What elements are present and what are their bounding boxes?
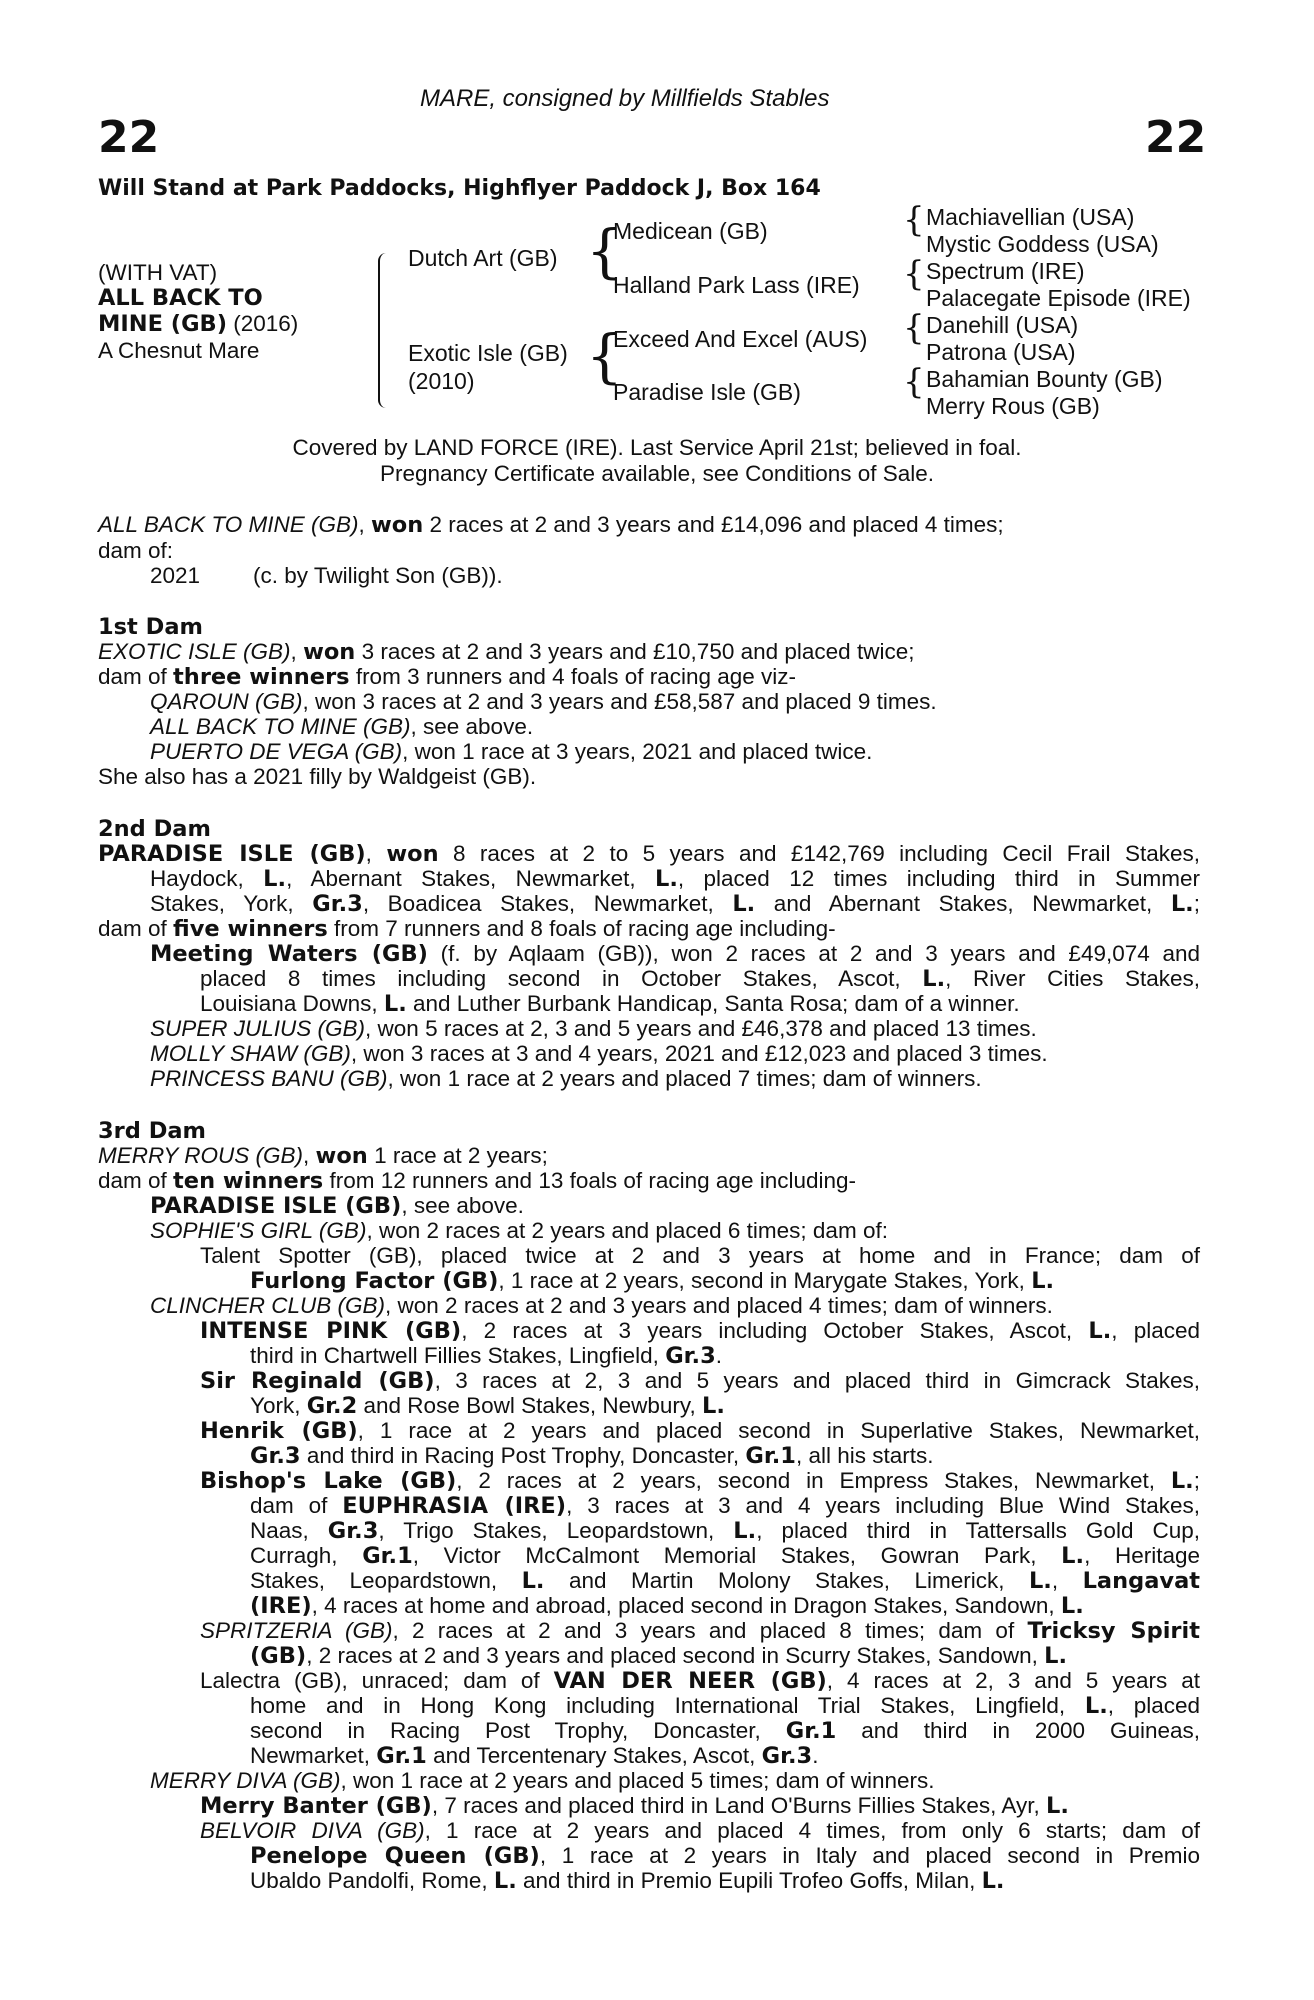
super-julius: SUPER JULIUS (GB), won 5 races at 2, 3 and 5 years and £46,378 and placed 13 times. <box>150 1016 1037 1041</box>
pedigree-dss: Danehill (USA) <box>926 312 1079 338</box>
pedigree-ddd: Merry Rous (GB) <box>926 393 1100 419</box>
lalectra-line1: Lalectra (GB), unraced; dam of VAN DER NEER (GB), 4 races at 2, 3 and 5 years at <box>200 1668 1200 1694</box>
first-dam-heading: 1st Dam <box>98 614 203 640</box>
second-dam-line3: Stakes, York, Gr.3, Boadicea Stakes, Newmarket, L. and Abernant Stakes, Newmarket, L.; <box>150 891 1200 917</box>
first-dam-also: She also has a 2021 filly by Waldgeist (GB). <box>98 764 537 789</box>
paradise-isle-ref: PARADISE ISLE (GB), see above. <box>150 1193 524 1219</box>
henrik-line2: Gr.3 and third in Racing Post Trophy, Doncaster, Gr.1, all his starts. <box>250 1443 934 1469</box>
first-dam-won: won <box>303 639 356 665</box>
lalectra-line3: second in Racing Post Trophy, Doncaster, Gr.1 and third in 2000 Guineas, <box>250 1718 1200 1744</box>
stand-location: Will Stand at Park Paddocks, Highflyer Paddock J, Box 164 <box>98 176 821 201</box>
first-dam-name: EXOTIC ISLE (GB) <box>98 639 291 664</box>
foal-description: (c. by Twilight Son (GB)). <box>253 563 503 588</box>
pedigree-dam-year: (2010) <box>408 368 475 394</box>
intense-pink-line1: INTENSE PINK (GB), 2 races at 3 years including October Stakes, Ascot, L., placed <box>200 1318 1200 1344</box>
horse-description: A Chesnut Mare <box>98 338 260 363</box>
princess-banu: PRINCESS BANU (GB), won 1 race at 2 years and placed 7 times; dam of winners. <box>150 1066 982 1091</box>
first-dam-winners: three winners <box>173 664 350 690</box>
merry-banter: Merry Banter (GB), 7 races and placed third in Land O'Burns Fillies Stakes, Ayr, L. <box>200 1793 1069 1819</box>
meeting-waters-line2: placed 8 times including second in October Stakes, Ascot, L., River Cities Stakes, <box>200 966 1200 992</box>
lalectra-line2: home and in Hong Kong including International Trial Stakes, Lingfield, L., placed <box>250 1693 1200 1719</box>
pedigree-sss: Machiavellian (USA) <box>926 204 1135 230</box>
horse-name-line2 <box>98 311 298 337</box>
talent-spotter: Talent Spotter (GB), placed twice at 2 and 3 years at home and in France; dam of <box>200 1243 1200 1268</box>
merry-diva: MERRY DIVA (GB), won 1 race at 2 years and placed 5 times; dam of winners. <box>150 1768 935 1793</box>
second-dam-line1: PARADISE ISLE (GB), won 8 races at 2 to 5 years and £142,769 including Cecil Frail Stakes, <box>98 841 1200 867</box>
clincher-club: CLINCHER CLUB (GB), won 2 races at 2 and 3 years and placed 4 times; dam of winners. <box>150 1293 1053 1318</box>
horse-year: (2016) <box>233 311 299 336</box>
lot-number-left: 22 <box>98 112 160 163</box>
pedigree-dds: Bahamian Bounty (GB) <box>926 366 1163 392</box>
bishops-lake-line3: Naas, Gr.3, Trigo Stakes, Leopardstown, L., placed third in Tattersalls Gold Cup, <box>250 1518 1200 1544</box>
covered-line2: Pregnancy Certificate available, see Conditions of Sale. <box>379 461 935 486</box>
intro-record: 2 races at 2 and 3 years and £14,096 and placed 4 times; <box>423 512 1004 537</box>
vat-label: (WITH VAT) <box>98 260 218 285</box>
pedigree-ssd: Mystic Goddess (USA) <box>926 231 1159 257</box>
lalectra-line4: Newmarket, Gr.1 and Tercentenary Stakes, Ascot, Gr.3. <box>250 1743 819 1769</box>
pedigree-dam-sire: Exceed And Excel (AUS) <box>613 326 868 352</box>
first-dam-line: EXOTIC ISLE (GB), won 3 races at 2 and 3 years and £10,750 and placed twice; <box>98 639 915 665</box>
second-dam-produce: dam of five winners from 7 runners and 8 foals of racing age including- <box>98 916 836 942</box>
sir-reginald-line1: Sir Reginald (GB), 3 races at 2, 3 and 5 years and placed third in Gimcrack Stakes, <box>200 1368 1200 1394</box>
bishops-lake-line6: (IRE), 4 races at home and abroad, placed second in Dragon Stakes, Sandown, L. <box>250 1593 1084 1619</box>
pedigree-sire: Dutch Art (GB) <box>408 245 558 271</box>
second-dam-line2: Haydock, L., Abernant Stakes, Newmarket, L., placed 12 times including third in Summer <box>150 866 1200 892</box>
pedigree-dam-dam: Paradise Isle (GB) <box>613 379 801 405</box>
intro-horse-name: ALL BACK TO MINE (GB) <box>98 512 359 537</box>
horse-name-part2: MINE (GB) <box>98 311 227 337</box>
bishops-lake-line4: Curragh, Gr.1, Victor McCalmont Memorial Stakes, Gowran Park, L., Heritage <box>250 1543 1200 1569</box>
second-dam-heading: 2nd Dam <box>98 816 211 842</box>
molly-shaw: MOLLY SHAW (GB), won 3 races at 3 and 4 years, 2021 and £12,023 and placed 3 times. <box>150 1041 1048 1066</box>
first-dam-produce: dam of three winners from 3 runners and 4 foals of racing age viz- <box>98 664 797 690</box>
brace-sire: { <box>586 217 623 285</box>
foal-year: 2021 <box>150 563 201 588</box>
pedigree-sdd: Palacegate Episode (IRE) <box>926 285 1191 311</box>
third-dam-heading: 3rd Dam <box>98 1118 206 1144</box>
furlong-factor: Furlong Factor (GB), 1 race at 2 years, second in Marygate Stakes, York, L. <box>250 1268 1055 1294</box>
bishops-lake-line1: Bishop's Lake (GB), 2 races at 2 years, second in Empress Stakes, Newmarket, L.; <box>200 1468 1200 1494</box>
horse-name-line1: ALL BACK TO <box>98 285 263 311</box>
bishops-lake-line2: dam of EUPHRASIA (IRE), 3 races at 3 and 4 years including Blue Wind Stakes, <box>250 1493 1200 1519</box>
brace-ss: { <box>903 200 925 240</box>
bishops-lake-line5: Stakes, Leopardstown, L. and Martin Molony Stakes, Limerick, L., Langavat <box>250 1568 1201 1594</box>
sophies-girl: SOPHIE'S GIRL (GB), won 2 races at 2 years and placed 6 times; dam of: <box>150 1218 888 1243</box>
third-dam-produce: dam of ten winners from 12 runners and 13 foals of racing age including- <box>98 1168 857 1194</box>
third-dam-line: MERRY ROUS (GB), won 1 race at 2 years; <box>98 1143 548 1169</box>
meeting-waters-line1: Meeting Waters (GB) (f. by Aqlaam (GB)), won 2 races at 2 and 3 years and £49,074 and <box>150 941 1200 967</box>
intense-pink-line2: third in Chartwell Fillies Stakes, Lingfield, Gr.3. <box>250 1343 723 1369</box>
first-dam-progeny-2: ALL BACK TO MINE (GB), see above. <box>150 714 534 739</box>
intro-won: won <box>371 512 424 538</box>
brace-sire-dam <box>378 253 386 408</box>
pedigree-dsd: Patrona (USA) <box>926 339 1076 365</box>
brace-sd: { <box>903 254 925 294</box>
first-dam-record: 3 races at 2 and 3 years and £10,750 and placed twice; <box>355 639 915 664</box>
penelope-queen-line1: Penelope Queen (GB), 1 race at 2 years in Italy and placed second in Premio <box>250 1843 1200 1869</box>
brace-dam: { <box>586 322 623 390</box>
brace-ds: { <box>903 308 925 348</box>
covered-line1: Covered by LAND FORCE (IRE). Last Service April 21st; believed in foal. <box>292 435 1022 460</box>
henrik-line1: Henrik (GB), 1 race at 2 years and placed second in Superlative Stakes, Newmarket, <box>200 1418 1200 1444</box>
pedigree-dam: Exotic Isle (GB) <box>408 340 568 366</box>
penelope-queen-line2: Ubaldo Pandolfi, Rome, L. and third in Premio Eupili Trofeo Goffs, Milan, L. <box>250 1868 1005 1894</box>
pedigree-sds: Spectrum (IRE) <box>926 258 1085 284</box>
consignor-line: MARE, consigned by Millfields Stables <box>420 85 830 112</box>
belvoir-diva: BELVOIR DIVA (GB), 1 race at 2 years and placed 4 times, from only 6 starts; dam of <box>200 1818 1201 1843</box>
pedigree-sire-dam: Halland Park Lass (IRE) <box>613 272 860 298</box>
brace-dd: { <box>903 362 925 402</box>
meeting-waters-line3: Louisiana Downs, L. and Luther Burbank Handicap, Santa Rosa; dam of a winner. <box>200 991 1020 1017</box>
lot-number-right: 22 <box>1145 112 1207 163</box>
pedigree-sire-sire: Medicean (GB) <box>613 218 768 244</box>
spritzeria-line2: (GB), 2 races at 2 and 3 years and placed second in Scurry Stakes, Sandown, L. <box>250 1643 1068 1669</box>
first-dam-progeny-1: QAROUN (GB), won 3 races at 2 and 3 years and £58,587 and placed 9 times. <box>150 689 937 714</box>
second-dam-name: PARADISE ISLE (GB) <box>98 841 366 867</box>
intro-damof: dam of: <box>98 538 174 563</box>
sir-reginald-line2: York, Gr.2 and Rose Bowl Stakes, Newbury, L. <box>250 1393 725 1419</box>
first-dam-progeny-3: PUERTO DE VEGA (GB), won 1 race at 3 years, 2021 and placed twice. <box>150 739 873 764</box>
intro-line: ALL BACK TO MINE (GB), won 2 races at 2 and 3 years and £14,096 and placed 4 times; <box>98 512 1004 538</box>
spritzeria-line1: SPRITZERIA (GB), 2 races at 2 and 3 years and placed 8 times; dam of Tricksy Spirit <box>200 1618 1200 1644</box>
covered-note <box>0 435 1314 487</box>
